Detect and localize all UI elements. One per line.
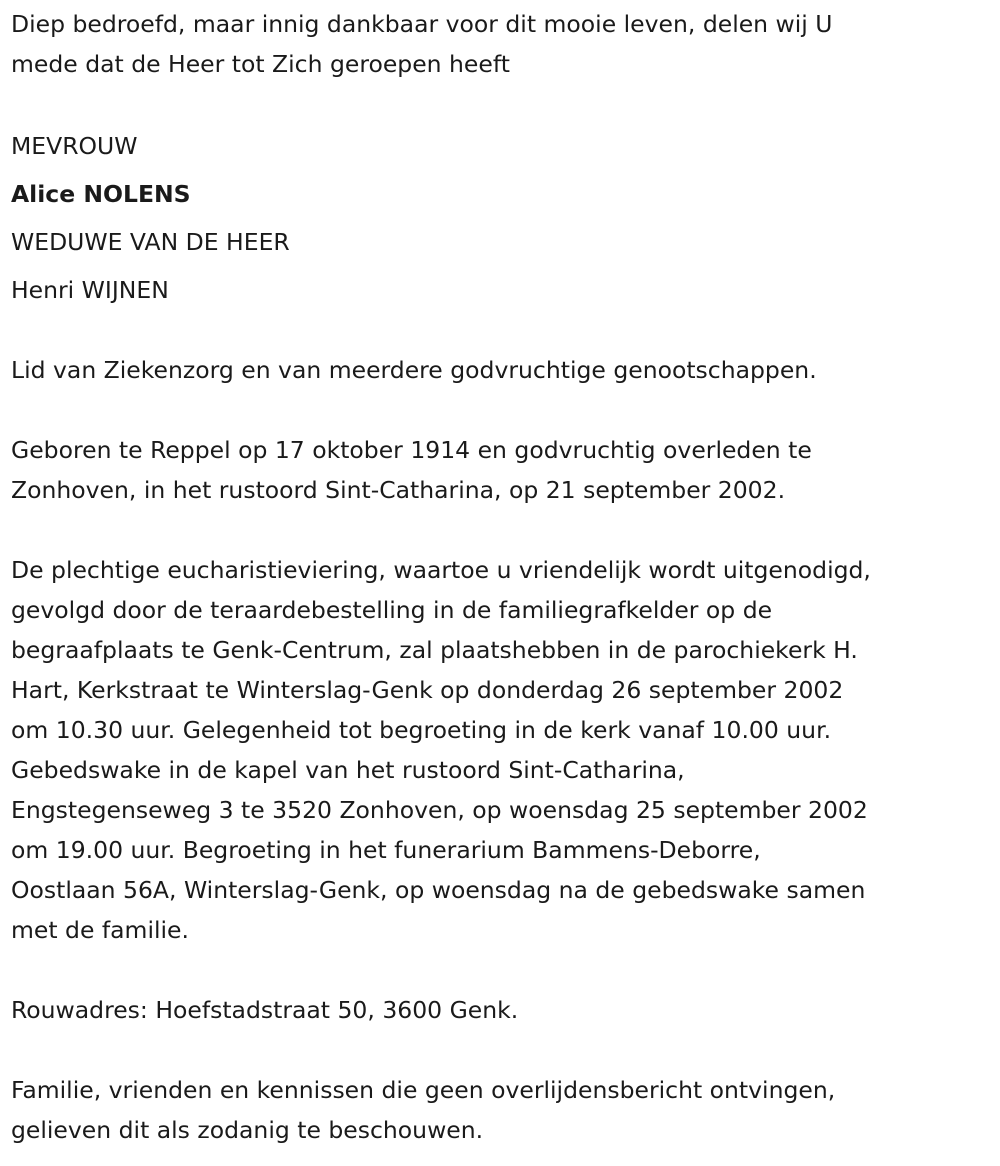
closing-paragraph [11,1070,990,1150]
ceremony-line: De plechtige eucharistieviering, waartoe u vriendelijk wordt uitgenodigd, [11,556,871,584]
birth-death-line: Zonhoven, in het rustoord Sint-Catharina, op 21 september 2002. [11,476,786,504]
ceremony-line: om 19.00 uur. Begroeting in het funerarium Bammens-Deborre, [11,836,761,864]
birth-death-line: Geboren te Reppel op 17 oktober 1914 en godvruchtig overleden te [11,436,812,464]
deceased-name: Alice NOLENS [11,180,191,208]
spacer [11,510,990,550]
intro-paragraph [11,4,990,84]
ceremony-line: Engstegenseweg 3 te 3520 Zonhoven, op woensdag 25 september 2002 [11,796,868,824]
ceremony-line: Hart, Kerkstraat te Winterslag-Genk op donderdag 26 september 2002 [11,676,844,704]
address-paragraph [11,990,990,1030]
ceremony-line: om 10.30 uur. Gelegenheid tot begroeting in de kerk vanaf 10.00 uur. [11,716,832,744]
spacer [11,1030,990,1070]
birth-death-paragraph [11,430,990,510]
closing-line: Familie, vrienden en kennissen die geen overlijdensbericht ontvingen, [11,1076,836,1104]
closing-line: gelieven dit als zodanig te beschouwen. [11,1116,484,1144]
membership-paragraph [11,350,990,390]
ceremony-line: begraafplaats te Genk-Centrum, zal plaatshebben in de parochiekerk H. [11,636,858,664]
address-line: Rouwadres: Hoefstadstraat 50, 3600 Genk. [11,996,519,1024]
spacer [11,310,990,350]
deceased-block [11,126,990,310]
deceased-spouse: Henri WIJNEN [11,276,169,304]
membership-line: Lid van Ziekenzorg en van meerdere godvruchtige genootschappen. [11,356,817,384]
intro-line: mede dat de Heer tot Zich geroepen heeft [11,50,510,78]
spacer [11,950,990,990]
deceased-relation: WEDUWE VAN DE HEER [11,228,290,256]
ceremony-line: met de familie. [11,916,189,944]
ceremony-line: gevolgd door de teraardebestelling in de familiegrafkelder op de [11,596,773,624]
intro-line: Diep bedroefd, maar innig dankbaar voor dit mooie leven, delen wij U [11,10,833,38]
ceremony-line: Gebedswake in de kapel van het rustoord Sint-Catharina, [11,756,685,784]
ceremony-line: Oostlaan 56A, Winterslag-Genk, op woensdag na de gebedswake samen [11,876,866,904]
spacer [11,84,990,124]
deceased-prefix: MEVROUW [11,132,138,160]
ceremony-paragraph [11,550,990,950]
spacer [11,390,990,430]
